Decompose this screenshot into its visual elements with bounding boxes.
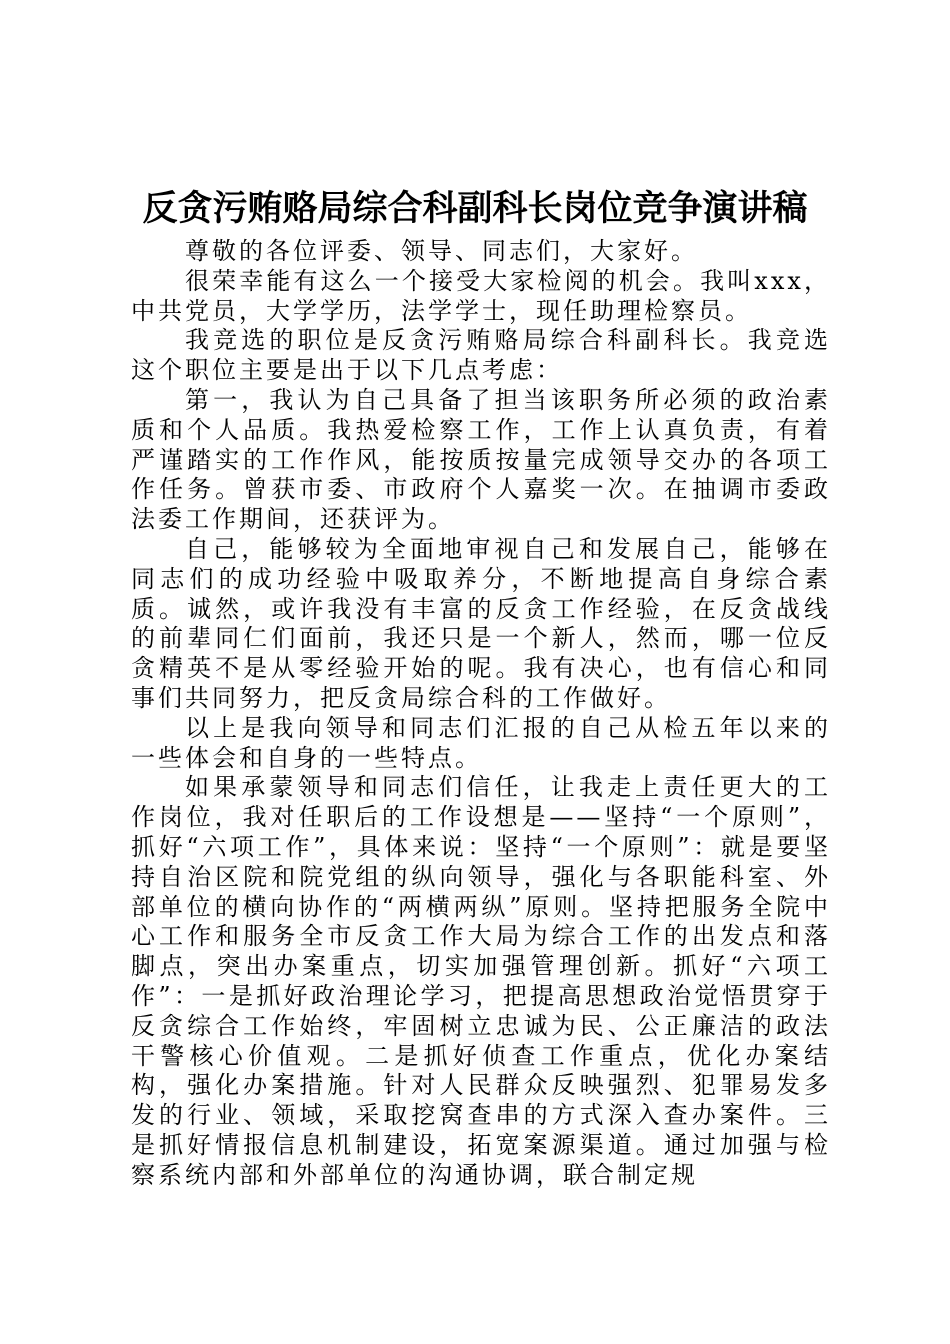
paragraph-greeting: 尊敬的各位评委、领导、同志们，大家好。 (185, 237, 698, 265)
paragraph-introduction: 很荣幸能有这么一个接受大家检阅的机会。我叫xxx，中共党员，大学学历，法学学士，现任助理检察员。 (131, 266, 831, 325)
paragraph-work-plan: 如果承蒙领导和同志们信任，让我走上责任更大的工作岗位，我对任职后的工作设想是——坚持“一个原则”，抓好“六项工作”，具体来说：坚持“一个原则”：就是要坚持自治区院和院党组的纵向领导，强化与各职能科室、外部单位的横向协作的“两横两纵”原则。坚持把服务全院中心工作和服务全市反贪工作大局为综合工作的出发点和落脚点，突出办案重点，切实加强管理创新。抓好“六项工作”：一是抓好政治理论学习，把提高思想政治觉悟贯穿于反贪综合工作始终，牢固树立忠诚为民、公正廉洁的政法干警核心价值观。二是抓好侦查工作重点，优化办案结构，强化办案措施。针对人民群众反映强烈、犯罪易发多发的行业、领域，采取挖窝查串的方式深入查办案件。三是抓好情报信息机制建设，拓宽案源渠道。通过加强与检察系统内部和外部单位的沟通协调，联合制定规 (131, 773, 831, 1189)
paragraph-position: 我竞选的职位是反贪污贿赂局综合科副科长。我竞选这个职位主要是出于以下几点考虑： (131, 326, 831, 385)
paragraph-summary: 以上是我向领导和同志们汇报的自己从检五年以来的一些体会和自身的一些特点。 (131, 713, 831, 772)
document-body (131, 237, 831, 1191)
paragraph-self-assessment: 自己，能够较为全面地审视自己和发展自己，能够在同志们的成功经验中吸取养分，不断地提高自身综合素质。诚然，或许我没有丰富的反贪工作经验，在反贪战线的前辈同仁们面前，我还只是一个新人，然而，哪一位反贪精英不是从零经验开始的呢。我有决心，也有信心和同事们共同努力，把反贪局综合科的工作做好。 (131, 534, 831, 712)
paragraph-point-one: 第一，我认为自己具备了担当该职务所必须的政治素质和个人品质。我热爱检察工作，工作上认真负责，有着严谨踏实的工作作风，能按质按量完成领导交办的各项工作任务。曾获市委、市政府个人嘉奖一次。在抽调市委政法委工作期间，还获评为。 (131, 385, 831, 534)
document-title: 反贪污贿赂局综合科副科长岗位竞争演讲稿 (142, 188, 808, 229)
